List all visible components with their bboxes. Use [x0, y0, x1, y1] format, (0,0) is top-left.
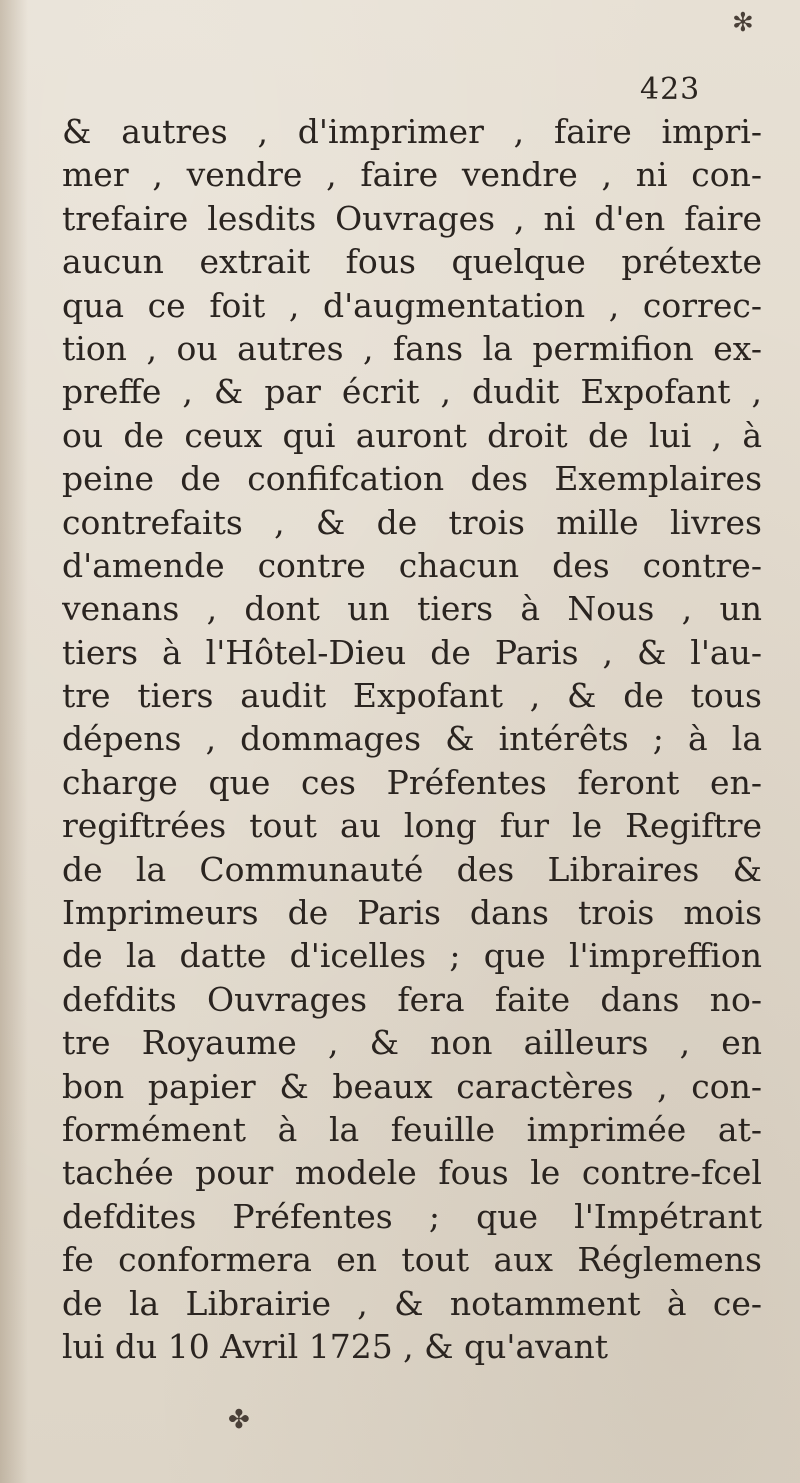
text-line: de la datte d'icelles ; que l'impreffion	[62, 936, 762, 976]
text-line: tiers à l'Hôtel-Dieu de Paris , & l'au-	[62, 632, 762, 672]
text-line: ou de ceux qui auront droit de lui , à	[62, 415, 762, 455]
text-line: regiftrées tout au long fur le Regiftre	[62, 806, 762, 846]
bottom-ornament-icon: ✤	[228, 1405, 250, 1435]
text-line: de la Librairie , & notamment à ce-	[62, 1283, 762, 1323]
text-line: mer , vendre , faire vendre , ni con-	[62, 155, 762, 195]
text-line: dépens , dommages & intérêts ; à la	[62, 719, 762, 759]
text-line: defdites Préfentes ; que l'Impétrant	[62, 1196, 762, 1236]
text-line: lui du 10 Avril 1725 , & qu'avant	[62, 1326, 608, 1366]
text-line: tre Royaume , & non ailleurs , en	[62, 1023, 762, 1063]
text-line: charge que ces Préfentes feront en-	[62, 762, 762, 802]
text-line: & autres , d'imprimer , faire impri-	[62, 112, 762, 151]
top-ornament-icon: ✻	[732, 8, 754, 38]
text-line: trefaire lesdits Ouvrages , ni d'en faire	[62, 198, 762, 238]
text-line: de la Communauté des Libraires &	[62, 849, 762, 889]
text-line: tion , ou autres , fans la permifion ex-	[62, 328, 762, 368]
text-line: venans , dont un tiers à Nous , un	[62, 589, 762, 629]
text-line: tre tiers audit Expofant , & de tous	[62, 676, 762, 716]
text-line: qua ce foit , d'augmentation , correc-	[62, 285, 762, 325]
text-line: tachée pour modele fous le contre-fcel	[62, 1153, 762, 1193]
body-text	[62, 110, 762, 1368]
page-gutter-shadow	[0, 0, 28, 1483]
text-line: contrefaits , & de trois mille livres	[62, 502, 762, 542]
text-line: bon papier & beaux caractères , con-	[62, 1066, 762, 1106]
text-line: defdits Ouvrages fera faite dans no-	[62, 979, 762, 1019]
text-line: preffe , & par écrit , dudit Expofant ,	[62, 372, 762, 412]
text-line: fe conformera en tout aux Réglemens	[62, 1240, 762, 1280]
text-line: peine de confifcation des Exemplaires	[62, 459, 762, 499]
text-line: aucun extrait fous quelque prétexte	[62, 242, 762, 282]
page-number: 423	[640, 72, 701, 107]
text-line: d'amende contre chacun des contre-	[62, 545, 762, 585]
text-line: Imprimeurs de Paris dans trois mois	[62, 893, 762, 933]
text-line: formément à la feuille imprimée at-	[62, 1109, 762, 1149]
